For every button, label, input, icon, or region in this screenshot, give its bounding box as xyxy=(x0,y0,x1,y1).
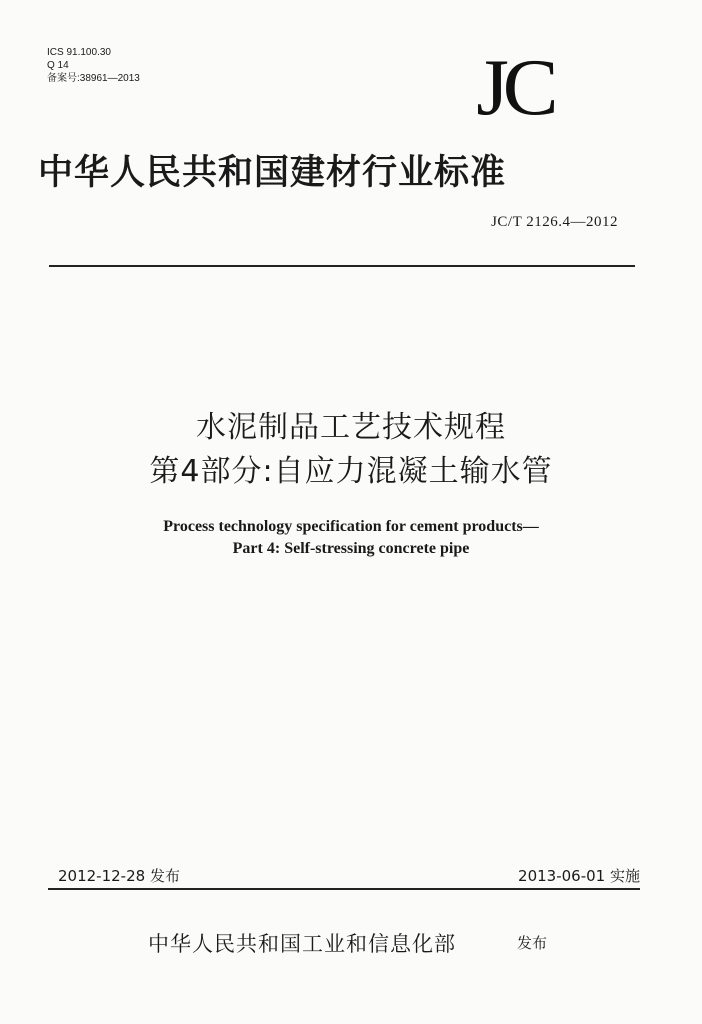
header-divider xyxy=(49,265,635,267)
jc-logo: JC xyxy=(476,44,553,132)
footer-divider xyxy=(48,888,640,890)
ccs-code: Q 14 xyxy=(47,60,69,71)
record-number: 备案号:38961—2013 xyxy=(47,73,140,84)
title-en-line1: Process technology specification for cement products— xyxy=(163,518,539,535)
organization-title: 中华人民共和国建材行业标准 xyxy=(38,152,507,193)
document-metadata xyxy=(47,46,140,85)
publisher-suffix: 发布 xyxy=(517,934,548,952)
ics-code: ICS 91.100.30 xyxy=(47,47,111,58)
title-en-line2: Part 4: Self-stressing concrete pipe xyxy=(232,540,470,557)
title-zh-line1: 水泥制品工艺技术规程 xyxy=(196,410,506,445)
title-zh-line2: 第4部分:自应力混凝土输水管 xyxy=(149,454,553,489)
implementation-date: 2013-06-01 实施 xyxy=(518,867,640,885)
issue-date: 2012-12-28 发布 xyxy=(58,867,180,885)
standard-number: JC/T 2126.4—2012 xyxy=(491,214,618,230)
publisher-name: 中华人民共和国工业和信息化部 xyxy=(148,932,456,956)
